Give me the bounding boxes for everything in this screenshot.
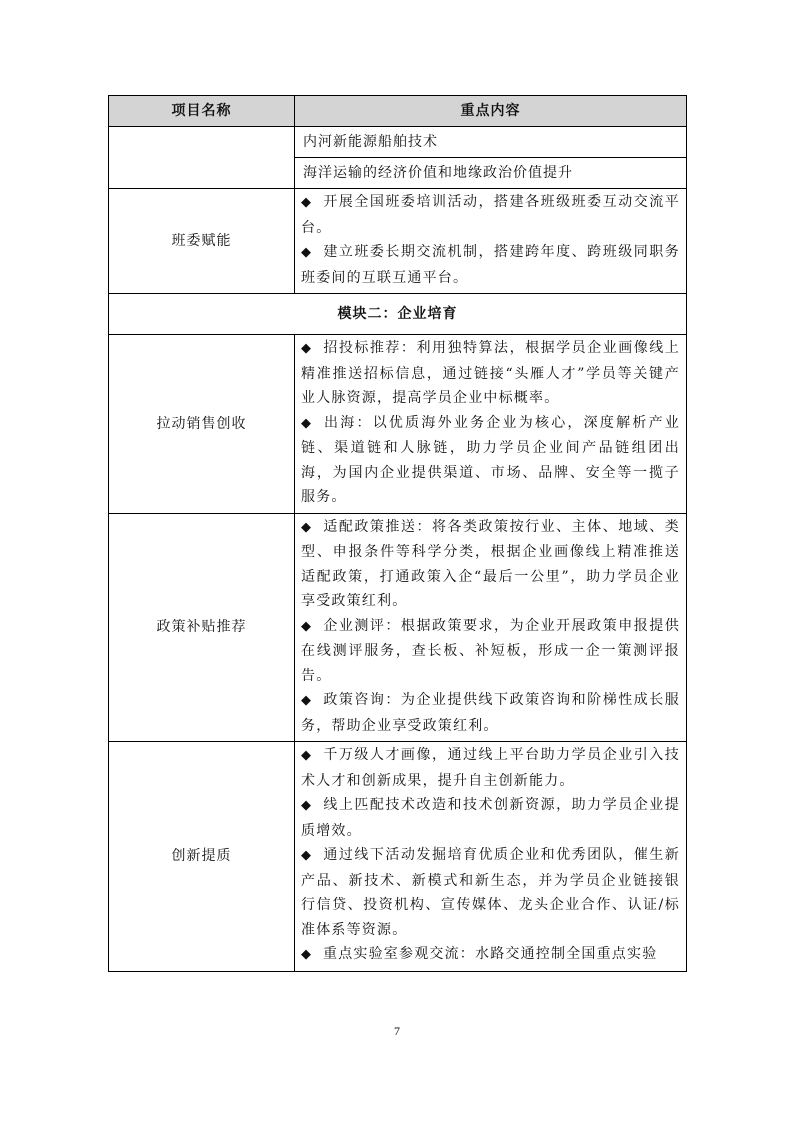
diamond-bullet-icon: ◆ [301,245,313,260]
diamond-bullet-icon: ◆ [301,848,313,863]
diamond-bullet-icon: ◆ [301,798,313,813]
diamond-bullet-icon: ◆ [301,195,313,210]
diamond-bullet-icon: ◆ [301,947,313,962]
bullet-item: ◆ 线上匹配技术改造和技术创新资源，助力学员企业提质增效。 [301,793,680,843]
row-content-policy [295,513,687,742]
bullet-item: ◆ 招投标推荐：利用独特算法，根据学员企业画像线上精准推送招标信息，通过链接“头雁人才”学员等关键产业人脉资源，提高学员企业中标概率。 [301,336,680,411]
row-name-banwei: 班委赋能 [109,189,295,294]
table-row-policy [109,513,687,742]
table-row-sales [109,335,687,514]
row-name-sales: 拉动销售创收 [109,335,295,514]
diamond-bullet-icon: ◆ [301,693,313,708]
table-row [109,127,687,158]
content-cell: 海洋运输的经济价值和地缘政治价值提升 [295,158,687,189]
diamond-bullet-icon: ◆ [301,415,313,431]
header-key-content: 重点内容 [295,96,687,127]
header-project-name: 项目名称 [109,96,295,127]
module-title-row [109,294,687,335]
row-name-innovation: 创新提质 [109,742,295,972]
diamond-bullet-icon: ◆ [301,519,313,535]
content-table [108,95,687,972]
content-cell: 内河新能源船舶技术 [295,127,687,158]
diamond-bullet-icon: ◆ [301,341,313,356]
page-number: 7 [394,1024,400,1038]
bullet-item: ◆ 出海：以优质海外业务企业为核心，深度解析产业链、渠道链和人脉链，助力学员企业间产品链组团出海，为国内企业提供渠道、市场、品牌、安全等一揽子服务。 [301,411,680,510]
row-content-banwei [295,189,687,294]
row-content-sales [295,335,687,514]
table-row-innovation [109,742,687,972]
bullet-item: ◆ 企业测评：根据政策要求，为企业开展政策申报提供在线测评服务，查长板、补短板，形成一企一策测评报告。 [301,614,680,689]
diamond-bullet-icon: ◆ [301,618,313,634]
bullet-item: ◆ 千万级人才画像，通过线上平台助力学员企业引入技术人才和创新成果，提升自主创新能力。 [301,743,680,793]
table-header-row [109,96,687,127]
bullet-item: ◆ 开展全国班委培训活动，搭建各班级班委互动交流平台。 [301,190,680,240]
table-row-banwei [109,189,687,294]
empty-name-cell [109,127,295,189]
module-title: 模块二：企业培育 [109,294,687,335]
bullet-item: ◆ 重点实验室参观交流：水路交通控制全国重点实验 [301,942,680,968]
bullet-item: ◆ 适配政策推送：将各类政策按行业、主体、地域、类型、申报条件等科学分类，根据企业画像线上精准推送适配政策，打通政策入企“最后一公里”，助力学员企业享受政策红利。 [301,515,680,614]
bullet-item: ◆ 通过线下活动发掘培育优质企业和优秀团队，催生新产品、新技术、新模式和新生态，并为学员企业链接银行信贷、投资机构、宣传媒体、龙头企业合作、认证/标准体系等资源。 [301,843,680,942]
diamond-bullet-icon: ◆ [301,748,313,763]
bullet-item: ◆ 政策咨询：为企业提供线下政策咨询和阶梯性成长服务，帮助企业享受政策红利。 [301,688,680,738]
row-name-policy: 政策补贴推荐 [109,513,295,742]
bullet-item: ◆ 建立班委长期交流机制，搭建跨年度、跨班级同职务班委间的互联互通平台。 [301,240,680,290]
row-content-innovation [295,742,687,972]
